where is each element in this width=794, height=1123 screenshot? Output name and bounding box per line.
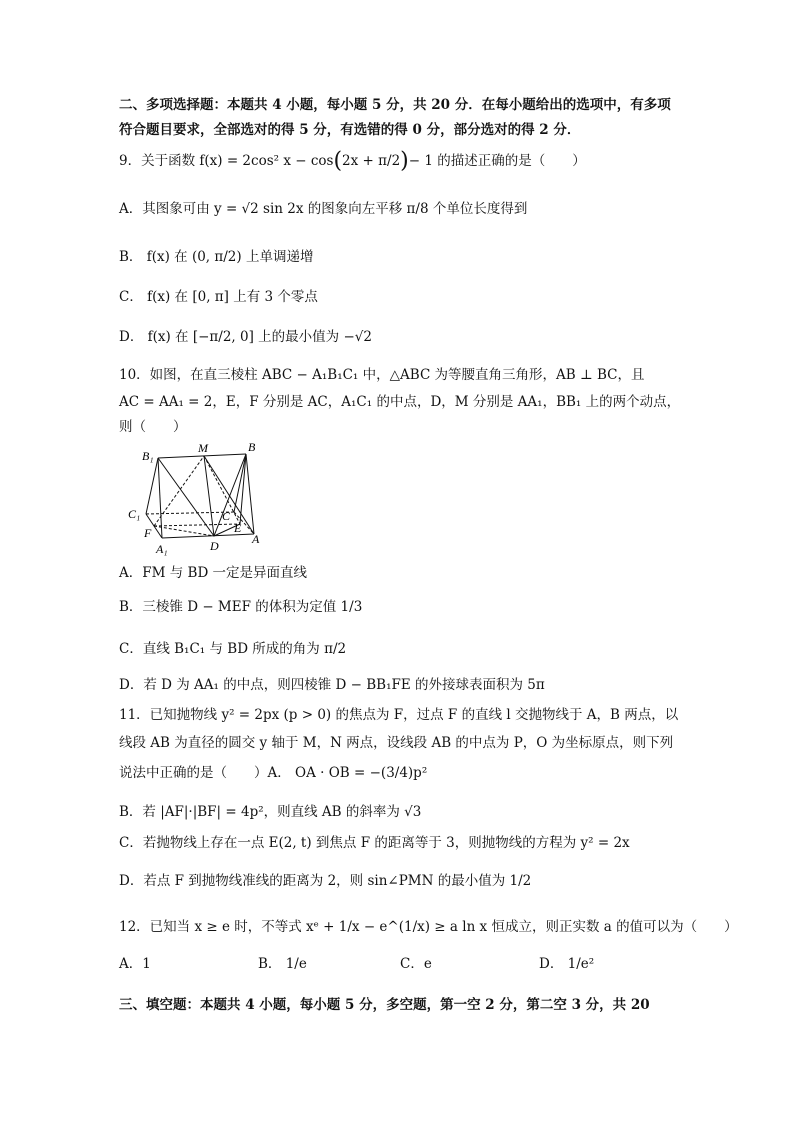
q12-option-d: D． 1/e² <box>539 956 595 972</box>
q9-stem-prefix: 9．关于函数 f(x) = 2cos² x − cos <box>119 153 334 169</box>
q9-option-b: B． f(x) 在 (0, π/2) 上单调递增 <box>119 249 314 265</box>
label-c: C <box>222 509 231 523</box>
q10-option-c: C．直线 B₁C₁ 与 BD 所成的角为 π/2 <box>119 641 347 657</box>
label-f: F <box>144 526 152 540</box>
q11-stem-line3: 说法中正确的是（ ）A． OA · OB = −(3/4)p² <box>119 765 428 781</box>
q11-stem-line2: 线段 AB 为直径的圆交 y 轴于 M，N 两点，设线段 AB 的中点为 P，O 为坐标原点，则下列 <box>119 735 674 751</box>
label-b1: B₁ <box>142 449 154 463</box>
edge-b-a <box>246 454 254 534</box>
q10-option-a: A．FM 与 BD 一定是异面直线 <box>119 565 308 581</box>
q11-stem-line1: 11．已知抛物线 y² = 2px (p > 0) 的焦点为 F，过点 F 的直线 l 交抛物线于 A，B 两点，以 <box>119 707 679 723</box>
section2-heading-line1: 二、多项选择题：本题共 4 小题，每小题 5 分，共 20 分．在每小题给出的选项中，有多项 <box>119 97 671 113</box>
q11-option-c: C．若抛物线上存在一点 E(2, t) 到焦点 F 的距离等于 3，则抛物线的方程为 y² = 2x <box>119 835 630 851</box>
q10-stem-line1: 10．如图，在直三棱柱 ABC − A₁B₁C₁ 中，△ABC 为等腰直角三角形，AB ⊥ BC，且 <box>119 367 645 383</box>
label-a1: A₁ <box>156 542 168 556</box>
prism-figure <box>124 440 269 558</box>
q12-option-a: A．1 <box>119 956 151 972</box>
q10-option-b: B．三棱锥 D − MEF 的体积为定值 1/3 <box>119 599 363 615</box>
q9-option-c: C． f(x) 在 [0, π] 上有 3 个零点 <box>119 289 318 305</box>
q11-option-d: D．若点 F 到抛物线准线的距离为 2，则 sin∠PMN 的最小值为 1/2 <box>119 873 532 889</box>
q10-option-d: D．若 D 为 AA₁ 的中点，则四棱锥 D − BB₁FE 的外接球表面积为 5π <box>119 677 545 693</box>
label-e: E <box>234 521 242 535</box>
edge-b-c <box>234 454 246 512</box>
seg-f-e <box>154 524 240 526</box>
label-m: M <box>198 441 208 455</box>
label-a: A <box>252 532 260 546</box>
section3-heading: 三、填空题：本题共 4 小题，每小题 5 分，多空题，第一空 2 分，第二空 3 分，共 20 <box>119 997 650 1013</box>
seg-f-d <box>154 526 214 536</box>
q9-option-a: A．其图象可由 y = √2 sin 2x 的图象向左平移 π/8 个单位长度得到 <box>119 201 528 217</box>
q10-stem-line3: 则（ ） <box>119 419 187 435</box>
q12-option-b: B． 1/e <box>258 956 307 972</box>
q9-stem: 9．关于函数 f(x) = 2cos² x − cos(2x + π/2)− 1 的描述正确的是（ ） <box>119 148 586 174</box>
q10-stem-line2: AC = AA₁ = 2，E，F 分别是 AC，A₁C₁ 的中点，D，M 分别是 AA₁，BB₁ 上的两个动点， <box>119 394 681 410</box>
q9-stem-arg: 2x + π/2 <box>342 153 401 169</box>
q12-option-c: C．e <box>400 956 432 972</box>
q9-option-d: D． f(x) 在 [−π/2, 0] 上的最小值为 −√2 <box>119 329 372 345</box>
q11-option-b: B．若 |AF|·|BF| = 4p²，则直线 AB 的斜率为 √3 <box>119 804 422 820</box>
q9-stem-suffix: − 1 的描述正确的是（ ） <box>408 153 586 169</box>
label-c1: C₁ <box>128 507 141 521</box>
seg-b-e <box>240 454 246 524</box>
seg-f-m <box>154 456 204 526</box>
label-d: D <box>210 539 219 553</box>
label-b: B <box>248 440 256 454</box>
edge-c1-c <box>146 512 234 514</box>
edge-b1-c1 <box>146 458 158 514</box>
q12-stem: 12．已知当 x ≥ e 时，不等式 xᵉ + 1/x − e^(1/x) ≥ a ln x 恒成立，则正实数 a 的值可以为（ ） <box>119 919 738 935</box>
section2-heading-line2: 符合题目要求，全部选对的得 5 分，有选错的得 0 分，部分选对的得 2 分． <box>119 122 581 138</box>
